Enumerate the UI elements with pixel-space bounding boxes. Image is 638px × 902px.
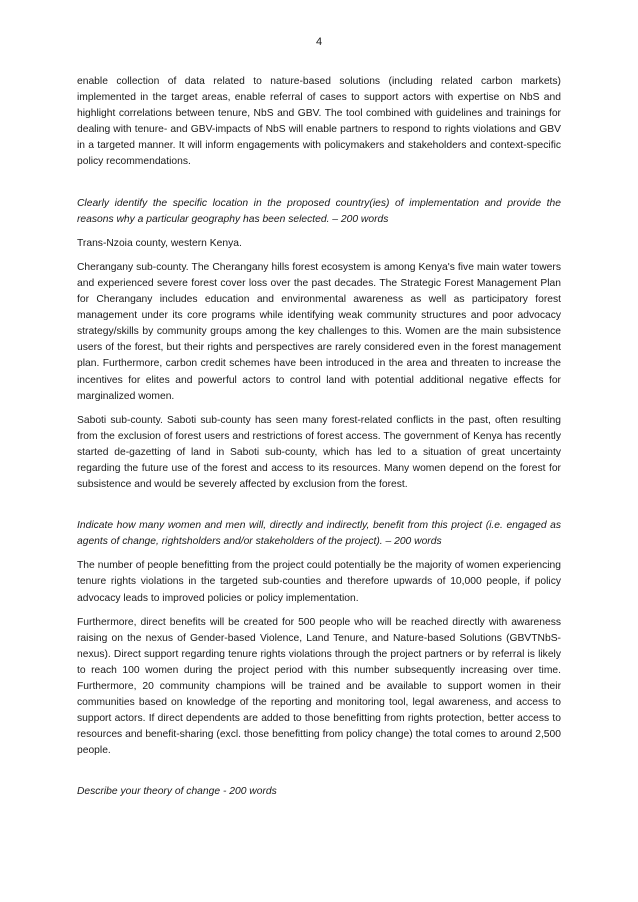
location-question: Clearly identify the specific location in the proposed country(ies) of implementation and provide the reasons why a particular geography has been selected. – 200 words [77, 197, 561, 225]
section-spacer [77, 501, 561, 518]
page-number: 4 [315, 36, 323, 48]
location-answer-cherangany: Cherangany sub-county. The Cherangany hills forest ecosystem is among Kenya's five main water towers and experienced severe forest cover loss over the past decades. The Strategic Forest Management Plan for Cherangany includes education and environmental awareness as well as participatory forest management under its core programs while identifying weak community structures and poor advocacy strategy/skills by community groups among the key challenges to this. Women are the main subsistence users of the forest, but their rights and perspectives are rarely considered even in the forest management plan. Furthermore, carbon credit schemes have been introduced in the area and threaten to increase the incentives for elites and powerful actors to control land with potential additional negative effects for marginalized women. [77, 261, 561, 402]
beneficiaries-answer-potential: The number of people benefitting from the project could potentially be the majority of women experiencing tenure rights violations in the targeted sub-counties and therefore upwards of 10,000 people, if policy advocacy leads to improved policies or policy implementation. [77, 560, 561, 604]
location-answer-saboti: Saboti sub-county. Saboti sub-county has seen many forest-related conflicts in the past, often resulting from the exclusion of forest users and restrictions of forest access. The government of Kenya has recently started de-gazetting of land in Saboti sub-county, which has led to a situation of great uncertainty regarding the future use of the forest and access to its resources. Many women depend on the forest for subsistence and would be severely affected by exclusion from the forest. [77, 414, 561, 491]
beneficiaries-question: Indicate how many women and men will, directly and indirectly, benefit from this project (i.e. engaged as agents of change, rightsholders and/or stakeholders of the project). – 200 words [77, 520, 561, 548]
intro-paragraph: enable collection of data related to nature-based solutions (including related carbon markets) implemented in the target areas, enable referral of cases to support actors with expertise on NbS and highlight correlations between tenure, NbS and GBV. The tool combined with guidelines and trainings for dealing with tenure- and GBV-impacts of NbS will enable partners to respond to rights violations and GBV in a targeted manner. It will inform engagements with policymakers and stakeholders and context-specific policy recommendations. [77, 76, 561, 168]
section-spacer [77, 179, 561, 196]
page-content [77, 74, 561, 809]
section-spacer [77, 767, 561, 784]
theory-of-change-question: Describe your theory of change - 200 words [77, 786, 277, 798]
location-answer-county: Trans-Nzoia county, western Kenya. [77, 237, 242, 249]
beneficiaries-answer-direct: Furthermore, direct benefits will be created for 500 people who will be reached directly with awareness raising on the nexus of Gender-based Violence, Land Tenure, and Nature-based Solutions (GBVTNbS-nexus). Direct support regarding tenure rights violations through the project partners or by referral is likely to reach 100 women during the project period with this number subsequently increasing over time. Furthermore, 20 community champions will be trained and be available to support women in their communities based on knowledge of the reporting and monitoring tool, legal awareness, and access to support actors. If direct dependents are added to those benefitting from rights protection, better access to resources and benefit-sharing (excl. those benefitting from policy change) the total comes to around 2,500 people. [77, 616, 561, 757]
